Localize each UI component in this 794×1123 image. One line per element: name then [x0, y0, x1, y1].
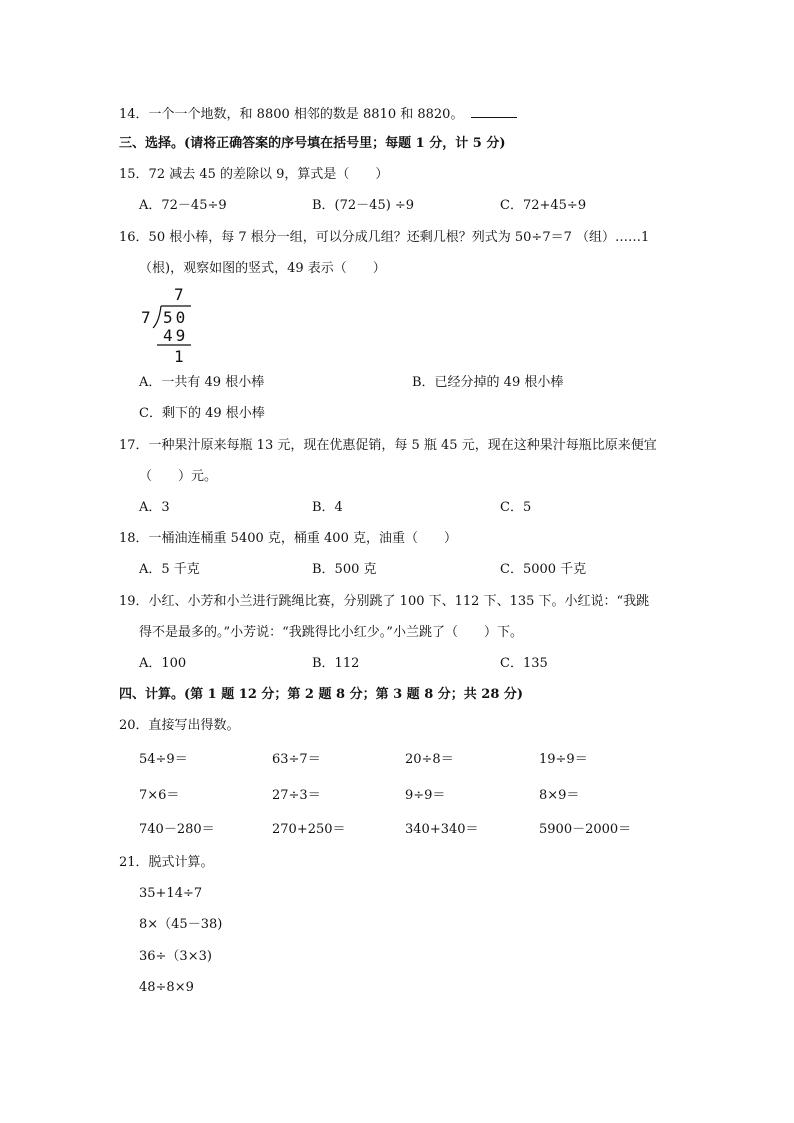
q16-option-a[interactable]: A．一共有 49 根小棒 — [139, 375, 265, 390]
q18-option-a[interactable]: A．5 千克 — [139, 562, 200, 577]
oral-calc-item[interactable]: 340+340＝ — [405, 822, 479, 837]
question-14 — [119, 105, 517, 123]
oral-calc-item[interactable]: 7×6＝ — [139, 788, 180, 803]
q19-option-c[interactable]: C．135 — [500, 656, 548, 671]
oral-calc-item[interactable]: 740－280＝ — [139, 822, 215, 837]
question-15-stem: 15．72 减去 45 的差除以 9，算式是（ ） — [119, 167, 389, 182]
q18-option-c[interactable]: C．5000 千克 — [500, 562, 587, 577]
division-remainder: 1 — [174, 347, 184, 366]
oral-calc-item[interactable]: 5900－2000＝ — [539, 822, 632, 837]
q16-option-c[interactable]: C．剩下的 49 根小棒 — [139, 406, 265, 421]
step-calc-item[interactable]: 36÷（3×3) — [139, 949, 212, 964]
long-division-figure — [139, 284, 199, 366]
question-19-stem-line2: 得不是最多的。”小芳说：“我跳得比小红少。”小兰跳了（ ）下。 — [139, 625, 523, 640]
division-divisor: 7 — [141, 308, 151, 327]
question-16-stem-line2: （根)，观察如图的竖式，49 表示（ ） — [139, 261, 386, 276]
oral-calc-item[interactable]: 19÷9＝ — [539, 752, 588, 767]
question-16-stem-line1: 16．50 根小棒，每 7 根分一组，可以分成几组？还剩几根？列式为 50÷7＝7 （组）……1 — [119, 230, 650, 245]
q15-option-c[interactable]: C．72+45÷9 — [500, 198, 587, 213]
oral-calc-item[interactable]: 9÷9＝ — [405, 788, 446, 803]
question-19-stem-line1: 19．小红、小芳和小兰进行跳绳比赛，分别跳了 100 下、112 下、135 下。小红说：“我跳 — [119, 594, 650, 609]
oral-calc-item[interactable]: 8×9＝ — [539, 788, 580, 803]
step-calc-item[interactable]: 35+14÷7 — [139, 886, 203, 901]
division-bracket — [153, 306, 161, 328]
step-calc-item[interactable]: 48÷8×9 — [139, 980, 194, 995]
oral-calc-item[interactable]: 54÷9＝ — [139, 752, 188, 767]
oral-calc-item[interactable]: 20÷8＝ — [405, 752, 454, 767]
question-17-stem-line2: （ ）元。 — [139, 469, 218, 484]
answer-blank[interactable] — [471, 105, 517, 118]
q17-option-b[interactable]: B．4 — [312, 500, 343, 515]
division-product: 49 — [163, 326, 189, 345]
step-calc-item[interactable]: 8×（45－38) — [139, 917, 223, 932]
q16-option-b[interactable]: B．已经分掉的 49 根小棒 — [412, 375, 564, 390]
question-17-stem-line1: 17．一种果汁原来每瓶 13 元，现在优惠促销，每 5 瓶 45 元，现在这种果汁每瓶比原来便宜 — [119, 438, 657, 453]
oral-calc-item[interactable]: 27÷3＝ — [272, 788, 321, 803]
question-21-stem: 21．脱式计算。 — [119, 855, 214, 870]
question-18-stem: 18．一桶油连桶重 5400 克，桶重 400 克，油重（ ） — [119, 531, 457, 546]
oral-calc-item[interactable]: 63÷7＝ — [272, 752, 321, 767]
q17-option-a[interactable]: A．3 — [139, 500, 170, 515]
q17-option-c[interactable]: C．5 — [500, 500, 532, 515]
q15-option-a[interactable]: A．72－45÷9 — [139, 198, 227, 213]
section-4-heading: 四、计算。(第 1 题 12 分；第 2 题 8 分；第 3 题 8 分；共 28 分) — [119, 687, 524, 702]
division-dividend: 50 — [163, 308, 189, 327]
q15-option-b[interactable]: B．(72－45) ÷9 — [312, 198, 415, 213]
q18-option-b[interactable]: B．500 克 — [312, 562, 377, 577]
division-quotient: 7 — [174, 285, 184, 304]
q19-option-a[interactable]: A．100 — [139, 656, 187, 671]
q19-option-b[interactable]: B．112 — [312, 656, 360, 671]
question-20-stem: 20．直接写出得数。 — [119, 718, 240, 733]
section-3-heading: 三、选择。(请将正确答案的序号填在括号里；每题 1 分，计 5 分) — [119, 136, 506, 151]
oral-calc-item[interactable]: 270+250＝ — [272, 822, 346, 837]
question-14-text: 14．一个一个地数，和 8800 相邻的数是 8810 和 8820。 — [119, 107, 464, 122]
